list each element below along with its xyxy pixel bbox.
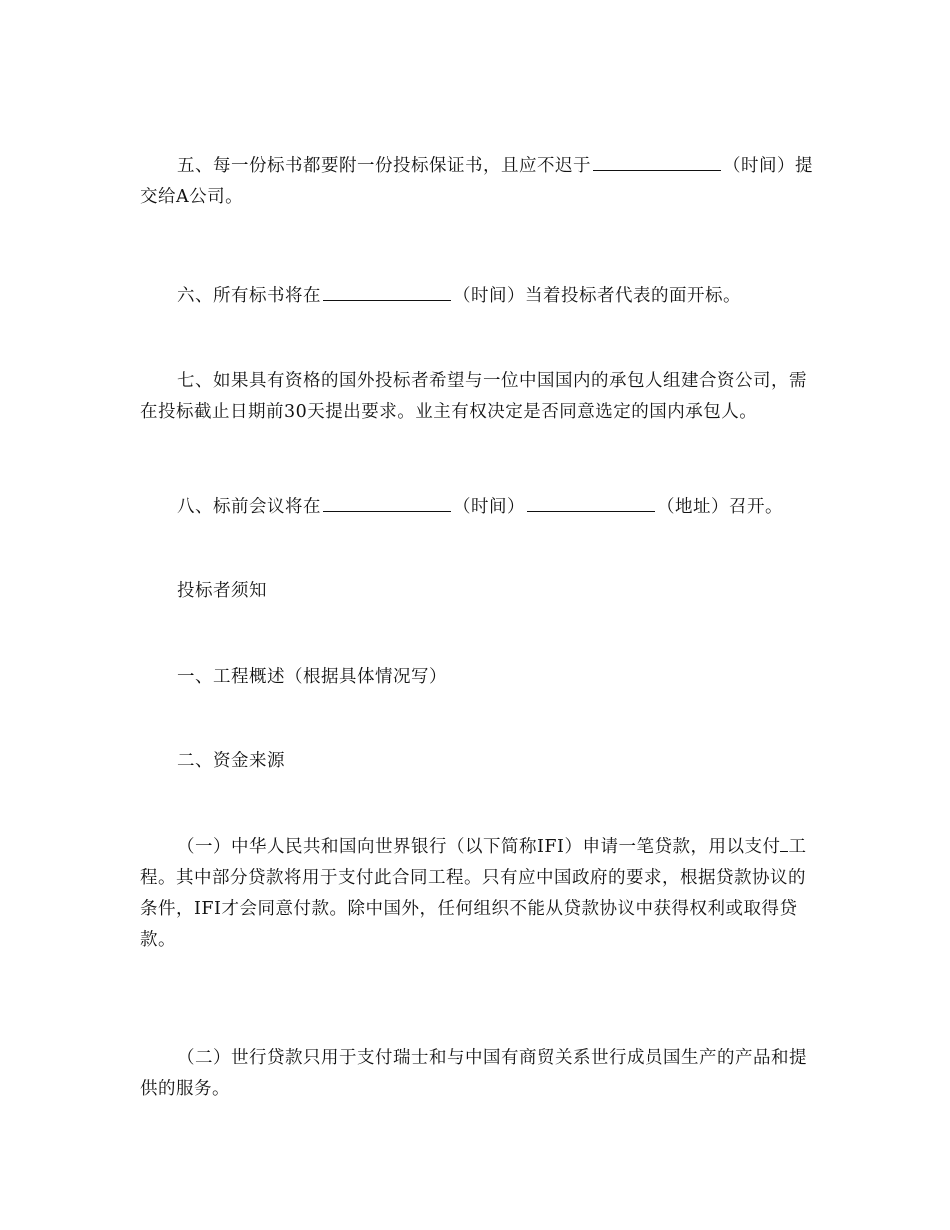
clause-6-text-b: （时间）当着投标者代表的面开标。 xyxy=(453,286,741,306)
time-blank xyxy=(323,493,451,512)
clause-8-text-b: （时间） xyxy=(453,497,525,517)
section-1-title: 一、工程概述（根据具体情况写） xyxy=(177,667,447,687)
clause-5 xyxy=(140,151,815,213)
clause-5-text-b: （时间）提交给A公司。 xyxy=(140,156,813,207)
clause-7: 七、如果具有资格的国外投标者希望与一位中国国内的承包人组建合资公司，需在投标截止日期前30天提出要求。业主有权决定是否同意选定的国内承包人。 xyxy=(140,371,807,422)
section-2-item-1-text-a: （一）中华人民共和国向世界银行（以下简称IFI）申请一笔贷款，用以支付 xyxy=(177,837,781,857)
clause-6 xyxy=(140,281,815,312)
clause-8-text-c: （地址）召开。 xyxy=(657,497,783,517)
section-2-item-2: （二）世行贷款只用于支付瑞士和与中国有商贸关系世行成员国生产的产品和提供的服务。 xyxy=(140,1048,807,1099)
section-2-item-1 xyxy=(140,832,815,956)
time-blank xyxy=(593,152,721,171)
clause-8-text-a: 八、标前会议将在 xyxy=(177,497,321,517)
section-2-item-1-text-b: 工程。其中部分贷款将用于支付此合同工程。只有应中国政府的要求，根据贷款协议的条件，IFI才会同意付款。除中国外，任何组织不能从贷款协议中获得权利或取得贷款。 xyxy=(140,837,807,950)
time-blank xyxy=(323,282,451,301)
address-blank xyxy=(527,493,655,512)
section-heading: 投标者须知 xyxy=(177,581,267,601)
clause-5-text-a: 五、每一份标书都要附一份投标保证书，且应不迟于 xyxy=(177,156,591,176)
clause-8 xyxy=(140,492,815,523)
section-2-title: 二、资金来源 xyxy=(177,751,285,771)
clause-6-text-a: 六、所有标书将在 xyxy=(177,286,321,306)
